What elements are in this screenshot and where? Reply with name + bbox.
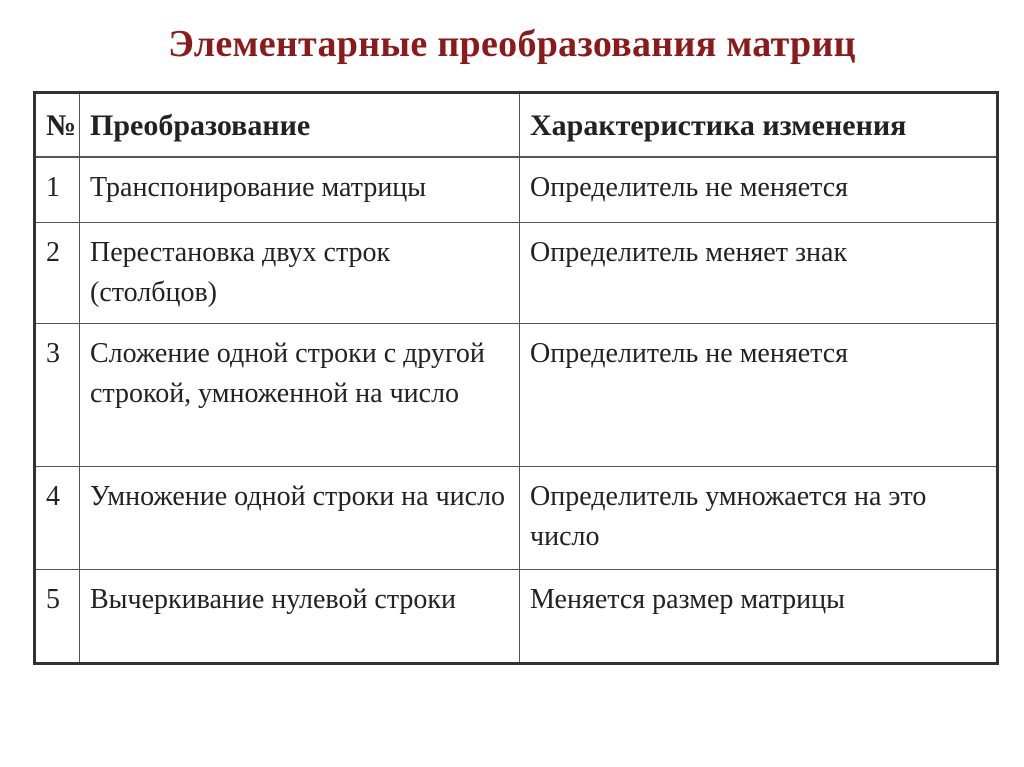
header-transformation: Преобразование <box>80 93 520 158</box>
table-row <box>35 324 998 467</box>
row-transformation: Транспонирование матрицы <box>80 157 520 223</box>
table-row <box>35 157 998 223</box>
table-row <box>35 467 998 570</box>
table-row <box>35 223 998 324</box>
row-characteristic: Меняется размер матрицы <box>520 570 998 664</box>
row-number: 1 <box>35 157 80 223</box>
row-number: 4 <box>35 467 80 570</box>
row-characteristic: Определитель умножается на это число <box>520 467 998 570</box>
slide-title: Элементарные преобразования матриц <box>168 23 856 65</box>
header-row <box>35 93 998 158</box>
transformations-table <box>33 91 999 665</box>
row-number: 3 <box>35 324 80 467</box>
row-transformation: Сложение одной строки с другой строкой, умноженной на число <box>80 324 520 467</box>
table-body <box>35 157 998 664</box>
row-characteristic: Определитель не меняется <box>520 324 998 467</box>
row-transformation: Умножение одной строки на число <box>80 467 520 570</box>
row-characteristic: Определитель не меняется <box>520 157 998 223</box>
row-number: 5 <box>35 570 80 664</box>
row-number: 2 <box>35 223 80 324</box>
header-number: № <box>35 93 80 158</box>
row-characteristic: Определитель меняет знак <box>520 223 998 324</box>
row-transformation: Вычеркивание нулевой строки <box>80 570 520 664</box>
table-header <box>35 93 998 158</box>
row-transformation: Перестановка двух строк (столбцов) <box>80 223 520 324</box>
table-row <box>35 570 998 664</box>
header-characteristic: Характеристика изменения <box>520 93 998 158</box>
